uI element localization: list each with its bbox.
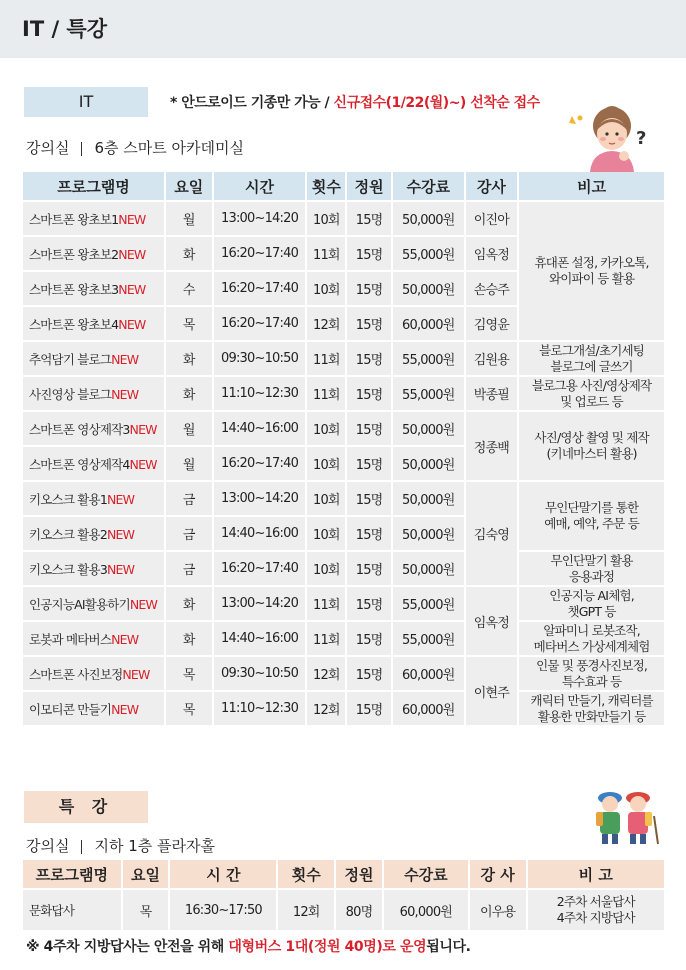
teacher: 임옥정 [466, 237, 518, 270]
it-room-info [26, 137, 244, 158]
weekday: 목 [123, 890, 169, 930]
program-name [23, 342, 164, 375]
program-name [23, 692, 164, 725]
table-row [23, 692, 664, 725]
program-title: 스마트폰 영상제작3 [29, 421, 130, 437]
column-header: 수강료 [393, 172, 464, 200]
capacity: 15명 [347, 517, 391, 550]
capacity: 15명 [347, 692, 391, 725]
new-badge: NEW [111, 386, 139, 402]
weekday: 월 [166, 202, 212, 235]
fee: 50,000원 [393, 552, 464, 585]
teacher: 임옥정 [466, 587, 518, 655]
new-badge: NEW [106, 561, 135, 577]
special-room-value: 지하 1층 플라자홀 [94, 837, 215, 855]
table-row [23, 657, 664, 690]
capacity: 15명 [347, 272, 391, 305]
program-title: 스마트폰 왕초보1 [29, 211, 119, 227]
it-room-value: 6층 스마트 아카데미실 [94, 139, 244, 157]
program-name [23, 482, 164, 515]
program-title: 키오스크 활용2 [29, 526, 107, 542]
note-line: 인공지능 AI체험, [549, 587, 634, 603]
column-header: 비 고 [528, 860, 664, 888]
registration-notice [170, 92, 540, 112]
fee: 50,000원 [393, 202, 464, 235]
program-name [23, 587, 164, 620]
note-line: 무인단말기 활용 [550, 552, 633, 568]
column-header: 시 간 [170, 860, 276, 888]
program-name [23, 202, 164, 235]
time: 13:00~14:20 [214, 482, 306, 515]
fee: 50,000원 [393, 482, 464, 515]
column-header: 횟수 [278, 860, 334, 888]
column-header: 프로그램명 [23, 860, 121, 888]
note [519, 587, 664, 620]
note-line: 활용한 만화만들기 등 [537, 708, 646, 724]
capacity: 15명 [347, 377, 391, 410]
footnote [26, 936, 471, 956]
note [519, 342, 664, 375]
page-header [0, 0, 686, 58]
note [519, 482, 664, 550]
room-divider [81, 142, 82, 156]
table-row [23, 377, 664, 410]
footnote-highlight: 대형버스 1대(정원 40명)로 운영 [228, 939, 427, 955]
program-title: 스마트폰 사진보정 [29, 666, 123, 682]
note-line: 2주차 서울답사 [556, 894, 635, 909]
time: 16:20~17:40 [214, 307, 306, 340]
teacher: 김영윤 [466, 307, 518, 340]
time: 11:10~12:30 [214, 377, 306, 410]
weekday: 금 [166, 517, 212, 550]
time: 16:20~17:40 [214, 552, 306, 585]
it-table-header-row [23, 172, 664, 200]
program-title: 이모티콘 만들기 [29, 701, 112, 717]
table-row [23, 412, 664, 445]
it-section-label: IT [24, 87, 148, 117]
new-badge: NEW [111, 351, 139, 367]
note [519, 552, 664, 585]
capacity: 15명 [347, 552, 391, 585]
note [519, 202, 664, 340]
page-title: IT / 특강 [22, 17, 108, 41]
note-line: 인물 및 풍경사진보정, [536, 657, 648, 673]
note-line: 알파미니 로봇조작, [543, 622, 640, 638]
room-divider [81, 840, 82, 854]
special-section-label: 특 강 [24, 791, 148, 823]
fee: 55,000원 [393, 377, 464, 410]
note [528, 890, 664, 930]
teacher: 손승주 [466, 272, 518, 305]
weekday: 월 [166, 447, 212, 480]
column-header: 강 사 [470, 860, 526, 888]
note-line: 블로그에 글쓰기 [550, 358, 633, 374]
weekday: 화 [166, 377, 212, 410]
session-count: 11회 [307, 237, 345, 270]
weekday: 월 [166, 412, 212, 445]
new-badge: NEW [118, 246, 146, 262]
table-row [23, 587, 664, 620]
teacher: 정종백 [466, 412, 518, 480]
column-header: 횟수 [307, 172, 345, 200]
program-title: 추억담기 블로그 [29, 351, 112, 367]
time: 16:20~17:40 [214, 272, 306, 305]
special-room-label: 강의실 [26, 837, 70, 855]
weekday: 화 [166, 342, 212, 375]
table-row [23, 890, 664, 930]
special-table-header-row [23, 860, 664, 888]
capacity: 15명 [347, 202, 391, 235]
note-line: 챗GPT 등 [567, 603, 616, 619]
new-badge: NEW [129, 421, 157, 437]
weekday: 화 [166, 622, 212, 655]
table-row [23, 202, 664, 235]
fee: 50,000원 [393, 517, 464, 550]
program-name [23, 622, 164, 655]
capacity: 15명 [347, 622, 391, 655]
note-line: 와이파이 등 활용 [548, 271, 635, 286]
program-title: 키오스크 활용1 [29, 491, 107, 507]
column-header: 요일 [166, 172, 212, 200]
table-row [23, 342, 664, 375]
hiking-couple-illustration-icon [588, 786, 660, 846]
program-title: 스마트폰 왕초보4 [29, 316, 119, 332]
capacity: 15명 [347, 237, 391, 270]
program-title: 키오스크 활용3 [29, 561, 107, 577]
teacher: 이현주 [466, 657, 518, 725]
note-line: 응용과정 [569, 568, 615, 584]
weekday: 금 [166, 482, 212, 515]
capacity: 15명 [347, 342, 391, 375]
session-count: 12회 [307, 657, 345, 690]
svg-text:?: ? [636, 128, 647, 149]
fee: 60,000원 [393, 692, 464, 725]
program-name [23, 272, 164, 305]
note-line: 특수효과 등 [561, 673, 622, 689]
session-count: 10회 [307, 412, 345, 445]
fee: 55,000원 [393, 587, 464, 620]
program-name [23, 657, 164, 690]
program-name [23, 237, 164, 270]
footnote-suffix: 됩니다. [426, 939, 471, 955]
program-name [23, 412, 164, 445]
teacher: 김원용 [466, 342, 518, 375]
note-line: 사진/영상 촬영 및 제작 [534, 430, 649, 445]
session-count: 11회 [307, 587, 345, 620]
teacher: 이우용 [470, 890, 526, 930]
time: 16:20~17:40 [214, 237, 306, 270]
column-header: 비고 [519, 172, 664, 200]
fee: 60,000원 [384, 890, 468, 930]
session-count: 11회 [307, 622, 345, 655]
session-count: 10회 [307, 482, 345, 515]
new-badge: NEW [129, 596, 158, 612]
column-header: 시간 [214, 172, 306, 200]
session-count: 10회 [307, 272, 345, 305]
capacity: 80명 [336, 890, 382, 930]
capacity: 15명 [347, 657, 391, 690]
new-badge: NEW [118, 281, 146, 297]
note [519, 657, 664, 690]
program-title: 스마트폰 영상제작4 [29, 456, 130, 472]
note-line: 메타버스 가상세계체험 [533, 638, 650, 654]
program-title: 스마트폰 왕초보3 [29, 281, 119, 297]
fee: 60,000원 [393, 657, 464, 690]
time: 14:40~16:00 [214, 517, 306, 550]
time: 13:00~14:20 [214, 202, 306, 235]
note-line: 예매, 예약, 주문 등 [544, 516, 639, 531]
note [519, 377, 664, 410]
session-count: 11회 [307, 377, 345, 410]
program-name [23, 517, 164, 550]
capacity: 15명 [347, 482, 391, 515]
new-badge: NEW [118, 211, 146, 227]
footnote-prefix: ※ 4주차 지방답사는 안전을 위해 [26, 939, 229, 955]
notice-registration-text: 신규접수(1/22(월)~) 선착순 접수 [333, 95, 540, 111]
time: 14:40~16:00 [214, 412, 306, 445]
weekday: 화 [166, 587, 212, 620]
session-count: 10회 [307, 202, 345, 235]
session-count: 11회 [307, 342, 345, 375]
table-row [23, 552, 664, 585]
note-line: 블로그용 사진/영상제작 [531, 377, 652, 393]
session-count: 12회 [307, 307, 345, 340]
session-count: 10회 [307, 517, 345, 550]
capacity: 15명 [347, 447, 391, 480]
new-badge: NEW [106, 491, 135, 507]
new-badge: NEW [129, 456, 157, 472]
session-count: 12회 [307, 692, 345, 725]
column-header: 정원 [336, 860, 382, 888]
new-badge: NEW [111, 631, 139, 647]
program-title: 로봇과 메타버스 [29, 631, 112, 647]
time: 09:30~10:50 [214, 342, 306, 375]
program-name [23, 447, 164, 480]
program-name [23, 307, 164, 340]
program-title: 인공지능AI활용하기 [29, 596, 130, 612]
fee: 55,000원 [393, 342, 464, 375]
new-badge: NEW [118, 316, 146, 332]
time: 16:20~17:40 [214, 447, 306, 480]
weekday: 목 [166, 657, 212, 690]
thinking-grandma-illustration-icon [566, 104, 658, 172]
fee: 50,000원 [393, 447, 464, 480]
program-name [23, 552, 164, 585]
time: 09:30~10:50 [214, 657, 306, 690]
teacher: 이진아 [466, 202, 518, 235]
time: 14:40~16:00 [214, 622, 306, 655]
program-name [23, 377, 164, 410]
note-line: (키네마스터 활용) [546, 446, 637, 461]
it-course-table [21, 170, 666, 727]
new-badge: NEW [122, 666, 150, 682]
fee: 55,000원 [393, 622, 464, 655]
fee: 50,000원 [393, 272, 464, 305]
note-line: 무인단말기를 통한 [544, 500, 639, 515]
note-line: 휴대폰 설정, 카카오톡, [534, 255, 649, 270]
program-name: 문화답사 [23, 890, 121, 930]
table-row [23, 622, 664, 655]
time: 13:00~14:20 [214, 587, 306, 620]
capacity: 15명 [347, 587, 391, 620]
weekday: 목 [166, 307, 212, 340]
note-line: 캐릭터 만들기, 캐릭터를 [530, 692, 653, 708]
weekday: 목 [166, 692, 212, 725]
note [519, 692, 664, 725]
note-line: 4주차 지방답사 [556, 910, 635, 925]
special-course-table [21, 858, 666, 932]
program-title: 스마트폰 왕초보2 [29, 246, 119, 262]
fee: 50,000원 [393, 412, 464, 445]
table-row [23, 482, 664, 515]
column-header: 강사 [466, 172, 518, 200]
teacher: 김숙영 [466, 482, 518, 585]
time: 11:10~12:30 [214, 692, 306, 725]
teacher: 박종필 [466, 377, 518, 410]
capacity: 15명 [347, 307, 391, 340]
note-line: 블로그개설/초기세팅 [539, 342, 645, 358]
capacity: 15명 [347, 412, 391, 445]
time: 16:30~17:50 [170, 890, 276, 930]
note-line: 및 업로드 등 [560, 393, 623, 409]
weekday: 수 [166, 272, 212, 305]
special-room-info [26, 835, 215, 856]
new-badge: NEW [106, 526, 135, 542]
weekday: 화 [166, 237, 212, 270]
fee: 60,000원 [393, 307, 464, 340]
session-count: 10회 [307, 447, 345, 480]
it-room-label: 강의실 [26, 139, 70, 157]
note [519, 622, 664, 655]
column-header: 요일 [123, 860, 169, 888]
program-title: 사진영상 블로그 [29, 386, 112, 402]
column-header: 수강료 [384, 860, 468, 888]
note [519, 412, 664, 480]
weekday: 금 [166, 552, 212, 585]
column-header: 정원 [347, 172, 391, 200]
new-badge: NEW [111, 701, 139, 717]
session-count: 12회 [278, 890, 334, 930]
session-count: 10회 [307, 552, 345, 585]
fee: 55,000원 [393, 237, 464, 270]
column-header: 프로그램명 [23, 172, 164, 200]
notice-android-text: * 안드로이드 기종만 가능 / [170, 95, 334, 111]
